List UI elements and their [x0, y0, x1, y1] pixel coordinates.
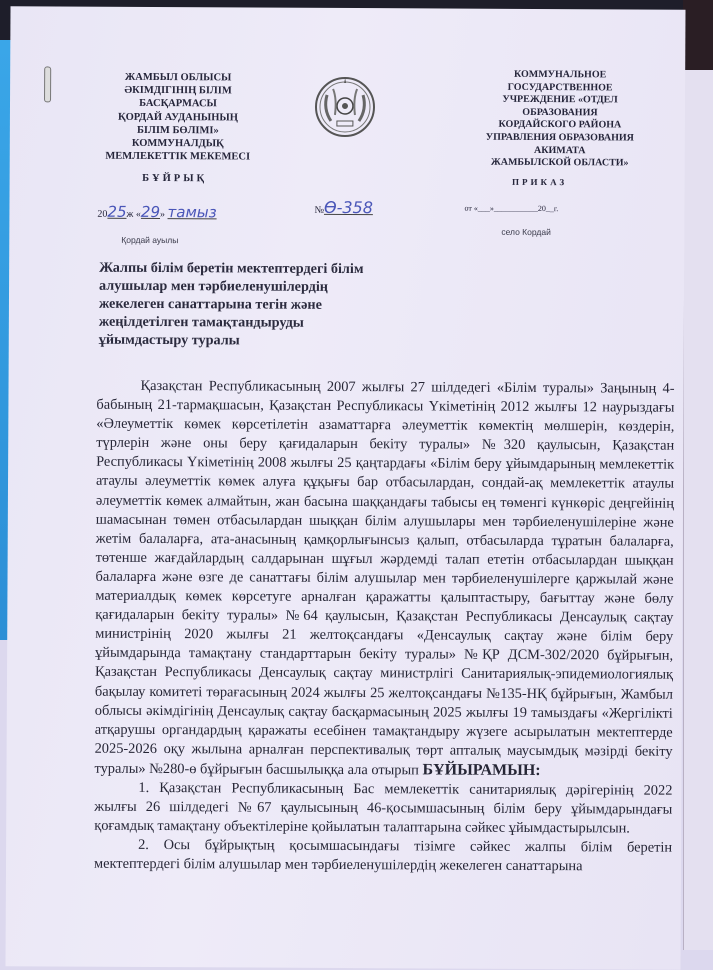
- document-page: [5, 6, 685, 970]
- background-second-page: [683, 70, 713, 950]
- place-kazakh: Қордай ауылы: [121, 234, 179, 246]
- header-left-line: ЖАМБЫЛ ОБЛЫСЫ: [124, 71, 232, 84]
- order-date: [97, 203, 216, 222]
- subject-line: жекелеген санаттарына тегін және: [98, 295, 322, 313]
- handwritten-number: Ө-358: [323, 197, 373, 218]
- order-item: 1. Қазақстан Республикасының Бас мемлекеттік санитариялық дәрігерінің 2022 жылғы 26 шілдедегі №67 қаулысының 46-қосымшасының білім беру ұйымдарындағы қоғамдық тамақтану объектілеріне қойылатын талаптарына сәйкес ұйымдастырылсын.: [94, 779, 673, 837]
- header-right-line: КОММУНАЛЬНОЕ: [513, 68, 607, 81]
- subject-line: алушылар мен тәрбиеленушілердің: [99, 277, 329, 295]
- doc-type-russian: ПРИКАЗ: [512, 176, 568, 188]
- background-corner: [683, 0, 713, 70]
- header-right-line: УПРАВЛЕНИЯ ОБРАЗОВАНИЯ: [485, 131, 634, 144]
- header-right-line: КОРДАЙСКОГО РАЙОНА: [498, 119, 622, 131]
- subject-line: жеңілдетілген тамақтандыруды: [98, 313, 304, 331]
- subject-line: ұйымдастыру туралы: [98, 331, 240, 349]
- handwritten-year: 25: [107, 202, 127, 221]
- header-left-organization: [78, 71, 278, 164]
- header-right-line: ОБРАЗОВАНИЯ: [522, 106, 598, 119]
- doc-type-kazakh: БҰЙРЫҚ: [142, 172, 208, 185]
- date-separator: »: [160, 209, 166, 221]
- header-right-organization: [450, 69, 671, 171]
- header-left-line: ҚОРДАЙ АУДАНЫНЫҢ: [117, 111, 238, 124]
- handwritten-month: тамыз: [167, 203, 217, 222]
- header-right-line: УЧРЕЖДЕНИЕ «ОТДЕЛ: [502, 94, 618, 106]
- header-left-line: КОММУНАЛДЫҚ: [131, 137, 224, 150]
- order-date-russian: от «___»___________20__г.: [464, 203, 559, 214]
- header-left-line: БАСҚАРМАСЫ: [139, 98, 217, 110]
- order-word: БҰЙЫРАМЫН:: [422, 761, 541, 779]
- place-russian: село Кордай: [501, 226, 551, 238]
- header-right-line: АКИМАТА: [534, 144, 586, 156]
- header-right-line: ГОСУДАРСТВЕННОЕ: [507, 81, 613, 93]
- order-subject: [99, 259, 399, 351]
- header-left-line: МЕМЛЕКЕТТІК МЕКЕМЕСІ: [105, 150, 251, 163]
- order-number: [314, 198, 373, 217]
- header-right-line: ЖАМБЫЛСКОЙ ОБЛАСТИ»: [490, 156, 629, 169]
- subject-line: Жалпы білім беретін мектептердегі білім: [99, 259, 364, 278]
- header-left-line: ӘКІМДІГІНІҢ БІЛІМ: [124, 85, 232, 97]
- preamble-text: Қазақстан Республикасының 2007 жылғы 27 шілдедегі «Білім туралы» Заңының 4-бабының 21-тармақшасын, Қазақстан Республикасы Үкіметінің 2012 жылғы 12 наурыздағы «Әлеуметтік көмек көрсетілетін азаматтарға әлеуметтік көмектің мөлшерін, көздерін, түрлерін және оны беру қағидаларын бекіту туралы» №320 қаулысын, Қазақстан Республикасы Үкіметінің 2008 жылғы 25 қаңтардағы «Білім беру ұйымдарының мемлекеттік атаулы әлеуметтік көмек алуға құқығы бар отбасылардан, сондай-ақ мемлекеттік атаулы әлеуметтік көмек алмайтын, жан басына шаққандағы табысы ең төменгі күнкөріс деңгейінің шамасынан төмен отбасылардан шыққан білім алушылары мен тәрбиеленушілеріне және жетім балаларға, ата-анасының қамқорлығынсыз қалып, отбасыларда тұратын балаларға, төтенше жағдайлардың салдарынан шұғыл жәрдемді талап ететін отбасылардан шыққан балаларға және өзге де санаттағы білім алушылар мен тәрбиеленушілерге қаржылай және материалдық көмек көрсетуге арналған қаражатты қалыптастыру, бағыттау және бөлу қағидаларын бекіту туралы» №64 қаулысын, Қазақстан Республикасы Денсаулық сақтау министрінің 2020 жылғы 21 желтоқсандағы «Денсаулық сақтау және білім беру ұйымдарында тамақтану стандарттарын бекіту туралы» №ҚР ДСМ-302/2020 бұйрығын, Қазақстан Республикасы Денсаулық сақтау министрлігі Санитариялық-эпидемиологиялық бақылау комитеті төрағасының 2024 жылғы 25 желтоқсандағы №135-НҚ бұйрығын, Жамбыл облысы әкімдігінің Денсаулық сақтау басқармасының 2025 жылғы 19 тамыздағы «Жергілікті атқарушы органдардың қаражаты есебінен тамақтандыру жүзеге асырылатын мектептерде 2025-2026 оқу жылына арналған перспективалық төрт апталық маусымдық мәзірді бекіту туралы» №280-ө бұйрығын басшылыққа ала отырып: [94, 377, 675, 779]
- handwritten-day: 29: [140, 202, 161, 222]
- staple-icon: [44, 66, 51, 102]
- state-emblem-icon: [313, 75, 377, 139]
- order-item: 2. Осы бұйрықтың қосымшасындағы тізімге сәйкес жалпы білім беретін мектептердегі білім алушылар мен тәрбиеленушілердің жекелеген санаттарына: [93, 837, 673, 875]
- header-left-line: БІЛІМ БӨЛІМІ»: [136, 124, 219, 137]
- order-body: [94, 377, 675, 877]
- preamble-paragraph: [94, 377, 674, 782]
- number-sign: №: [314, 204, 325, 216]
- date-separator: ж «: [126, 208, 141, 220]
- date-prefix: 20: [97, 208, 108, 220]
